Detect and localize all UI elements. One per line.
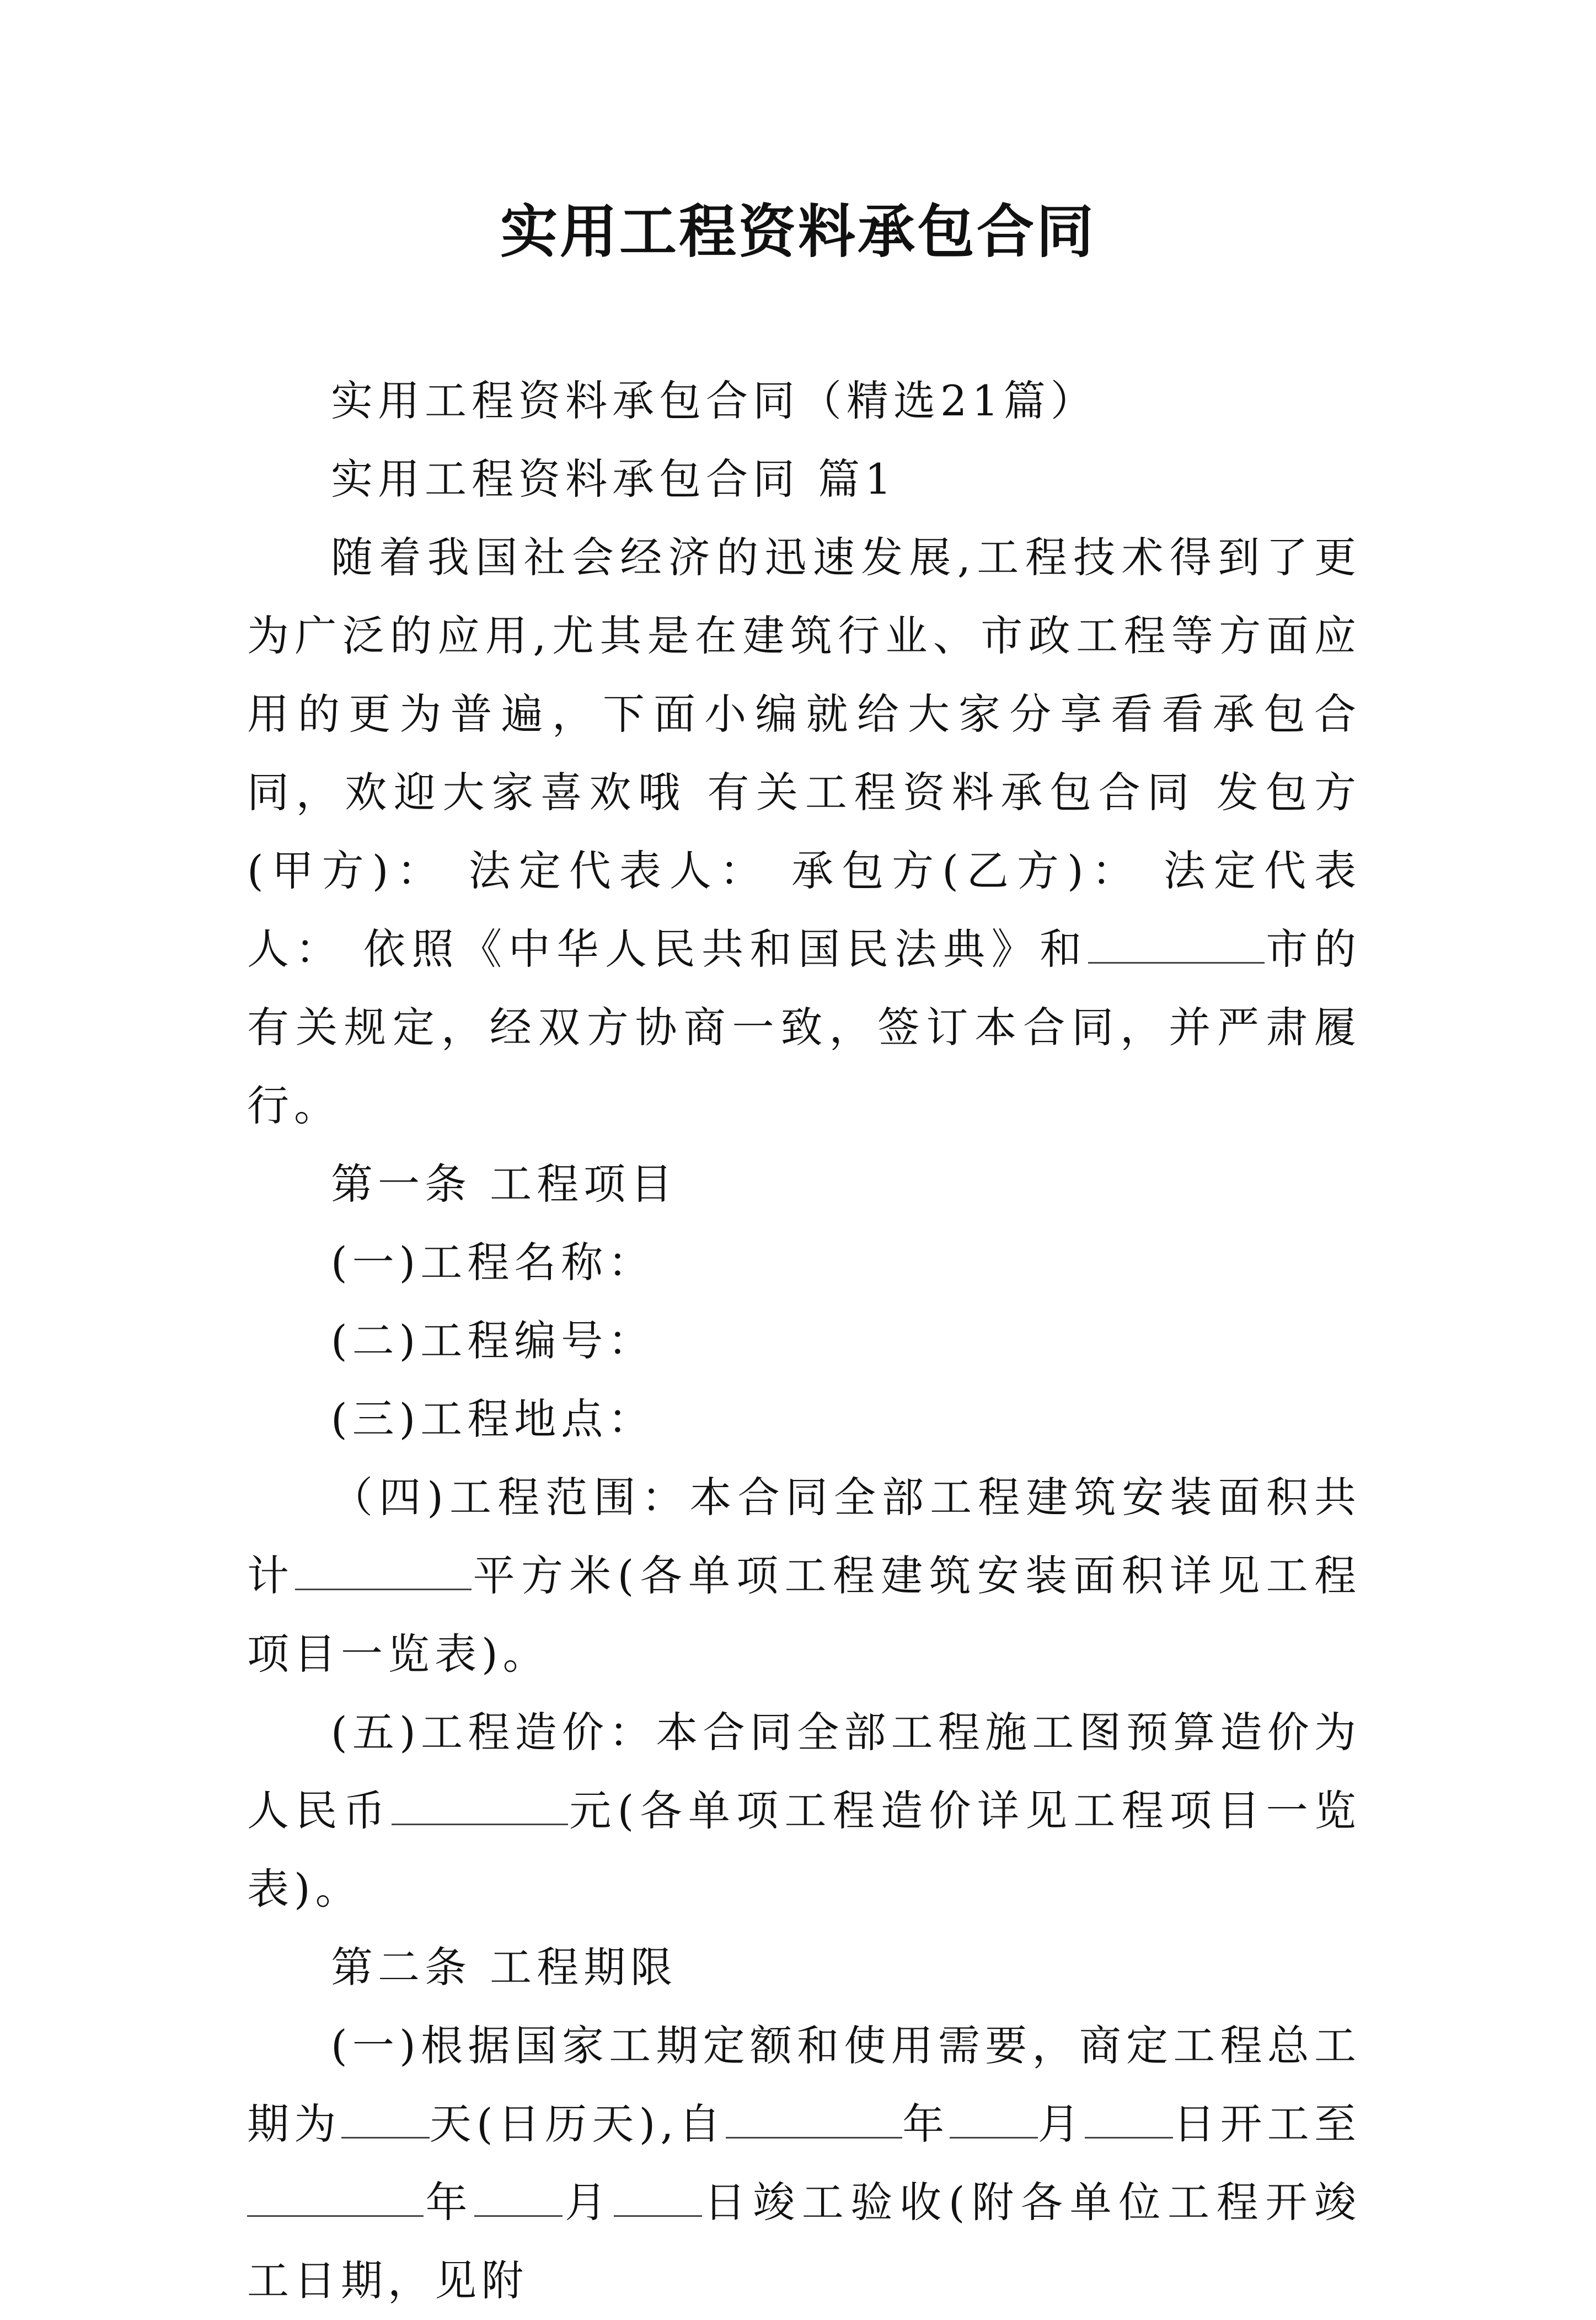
term-text-year: 年 [902,2099,950,2148]
project-name-line: (一)工程名称： [331,1238,655,1287]
section-heading: 实用工程资料承包合同 篇1 [331,455,897,504]
project-cost-paragraph [247,1693,1361,1928]
term-text-days: 天(日历天),自 [429,2099,726,2148]
fill-blank-start-month [950,2099,1038,2139]
document-body [247,362,1361,2320]
document-title: 实用工程资料承包合同 [500,197,1096,265]
fill-blank-end-month [474,2178,563,2217]
fill-blank-area [295,1551,472,1590]
project-location-line: (三)工程地点： [331,1394,655,1444]
intro-paragraph [247,518,1361,1145]
fill-blank-cost [392,1786,568,1825]
cost-text: (五)工程造价：本合同全部工程施工图预算造价为人民币 [247,1708,1361,1835]
fill-blank-end-year [247,2178,424,2217]
fill-blank-city [1088,924,1265,964]
term-text-end-year: 年 [424,2178,475,2227]
term-text-end-month: 月 [563,2178,614,2227]
fill-blank-days [341,2099,430,2139]
cost-text-end: 元(各单项工程造价详见工程项目一览表)。 [247,1786,1361,1913]
fill-blank-start-year [726,2099,902,2139]
subtitle-line: 实用工程资料承包合同（精选21篇） [331,376,1097,425]
term-text-month: 月 [1037,2099,1085,2148]
project-number-line: (二)工程编号： [331,1316,655,1365]
fill-blank-start-day [1085,2099,1173,2139]
term-text-end: 日竣工验收(附各单位工程开竣工日期，见附 [247,2178,1362,2305]
scope-text: （四)工程范围：本合同全部工程建筑安装面积共计 [247,1473,1361,1600]
term-paragraph [247,2007,1361,2320]
scope-text-end: 平方米(各单项工程建筑安装面积详见工程项目一览表)。 [247,1551,1362,1678]
intro-text-end: 市的有关规定，经双方协商一致，签订本合同，并严肃履行。 [247,924,1361,1130]
term-text: (一)根据国家工期定额和使用需要，商定工程总工期为 [247,2021,1361,2148]
intro-text: 随着我国社会经济的迅速发展,工程技术得到了更为广泛的应用,尤其是在建筑行业、市政工程等方面应用的更为普遍，下面小编就给大家分享看看承包合同，欢迎大家喜欢哦 有关工程资料承包合同 发包方(甲方)： 法定代表人： 承包方(乙方)： 法定代表人： 依照《中华人民共和国民法典》和 [247,533,1361,974]
article-2-heading: 第二条 工程期限 [331,1943,678,1992]
project-scope-paragraph [247,1458,1361,1693]
term-text-start: 日开工至 [1173,2099,1362,2148]
article-1-heading: 第一条 工程项目 [331,1159,678,1209]
fill-blank-end-day [614,2178,702,2217]
